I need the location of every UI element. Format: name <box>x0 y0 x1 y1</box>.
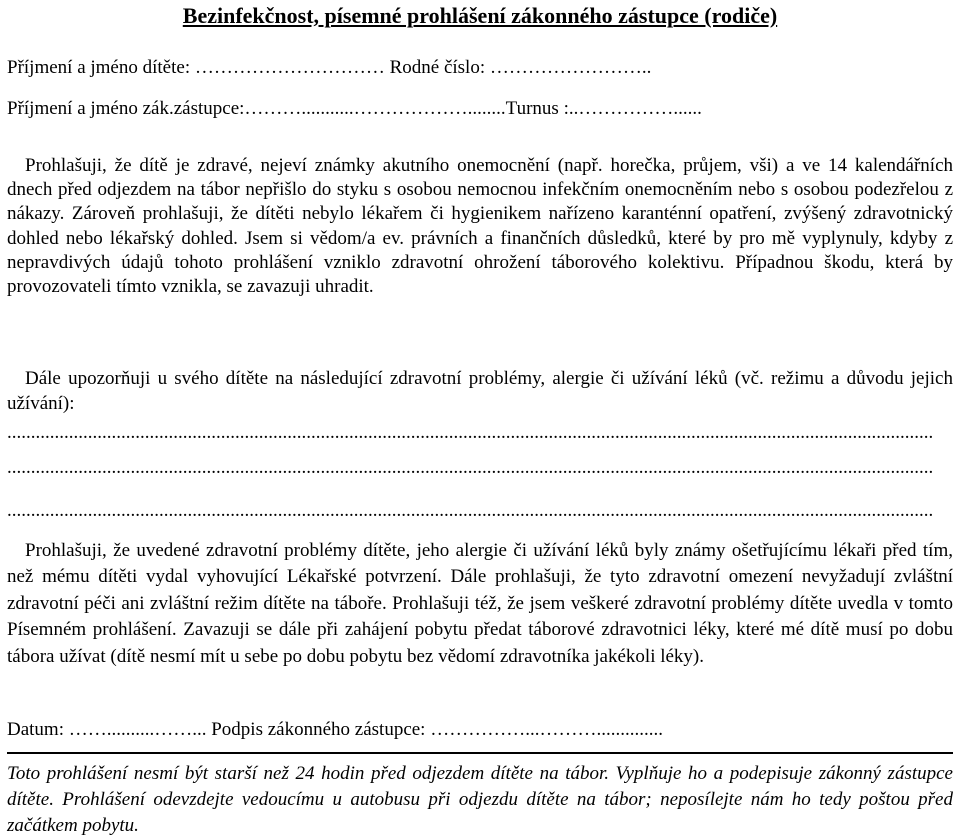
doctor-declaration-paragraph <box>7 538 953 670</box>
health-problems-line-2[interactable]: ................................................................................................................................................................................................... <box>7 457 934 478</box>
divider <box>7 752 953 754</box>
page-title: Bezinfekčnost, písemné prohlášení zákonného zástupce (rodiče) <box>182 3 778 28</box>
health-problems-text: Dále upozorňuji u svého dítěte na následující zdravotní problémy, alergie či užívání léků (vč. režimu a důvodu jejich užívání): <box>7 368 953 414</box>
footer-note: Toto prohlášení nesmí být starší než 24 hodin před odjezdem dítěte na tábor. Vyplňuje ho a podepisuje zákonný zástupce dítěte. Prohlášení odevzdejte vedoucímu u autobusu při odjezdu dítěte na tábor; neposílejte nám ho tedy poštou před začátkem pobytu. <box>7 763 953 836</box>
health-declaration-text: Prohlašuji, že dítě je zdravé, nejeví známky akutního onemocnění (např. horečka, průjem, vši) a ve 14 kalendářních dnech před odjezdem na tábor nepřišlo do styku s osobou nemocnou infekčním onemocněním nebo s osobou podezřelou z nákazy. Zároveň prohlašuji, že dítěti nebylo lékařem či hygienikem nařízeno karanténní opatření, zvýšený zdravotnický dohled nebo lékařský dohled. Jsem si vědom/a ev. právních a finančních důsledků, které by pro mě vyplynuly, kdyby z nepravdivých údajů tohoto prohlášení vzniklo zdravotní ohrožení táborového kolektivu. Případnou škodu, která by provozovateli tímto vznikla, se zavazuji uhradit. <box>7 155 953 298</box>
document-page <box>7 0 953 836</box>
health-declaration-paragraph <box>7 154 953 299</box>
health-problems-line-3[interactable]: ................................................................................................................................................................................................... <box>7 500 934 521</box>
health-problems-paragraph <box>7 367 953 416</box>
health-problems-line-1[interactable]: ................................................................................................................................................................................................... <box>7 422 934 443</box>
doctor-declaration-text: Prohlašuji, že uvedené zdravotní problémy dítěte, jeho alergie či užívání léků byly známy ošetřujícímu lékaři před tím, než mému dítěti vydal vyhovující Lékařské potvrzení. Dále prohlašuji, že tyto zdravotní omezení nevyžadují zvláštní zdravotní péči ani zvláštní režim dítěte na táboře. Prohlašuji též, že jsem veškeré zdravotní problémy dítěte uvedla v tomto Písemném prohlášení. Zavazuji se dále při zahájení pobytu předat táborové zdravotnici léky, které mé dítě musí po dobu tábora užívat (dítě nesmí mít u sebe po dobu pobytu bez vědomí zdravotníka jakékoli léky). <box>7 540 953 667</box>
child-name-field[interactable]: Příjmení a jméno dítěte: ………………………… Rodné číslo: …………………….. <box>7 57 652 78</box>
guardian-name-field[interactable]: Příjmení a jméno zák.zástupce:………...........………………........Turnus :..……………...... <box>7 98 702 119</box>
date-signature-line[interactable]: Datum: ……..........……... Podpis zákonného zástupce: ……………...……….............. <box>7 719 663 740</box>
